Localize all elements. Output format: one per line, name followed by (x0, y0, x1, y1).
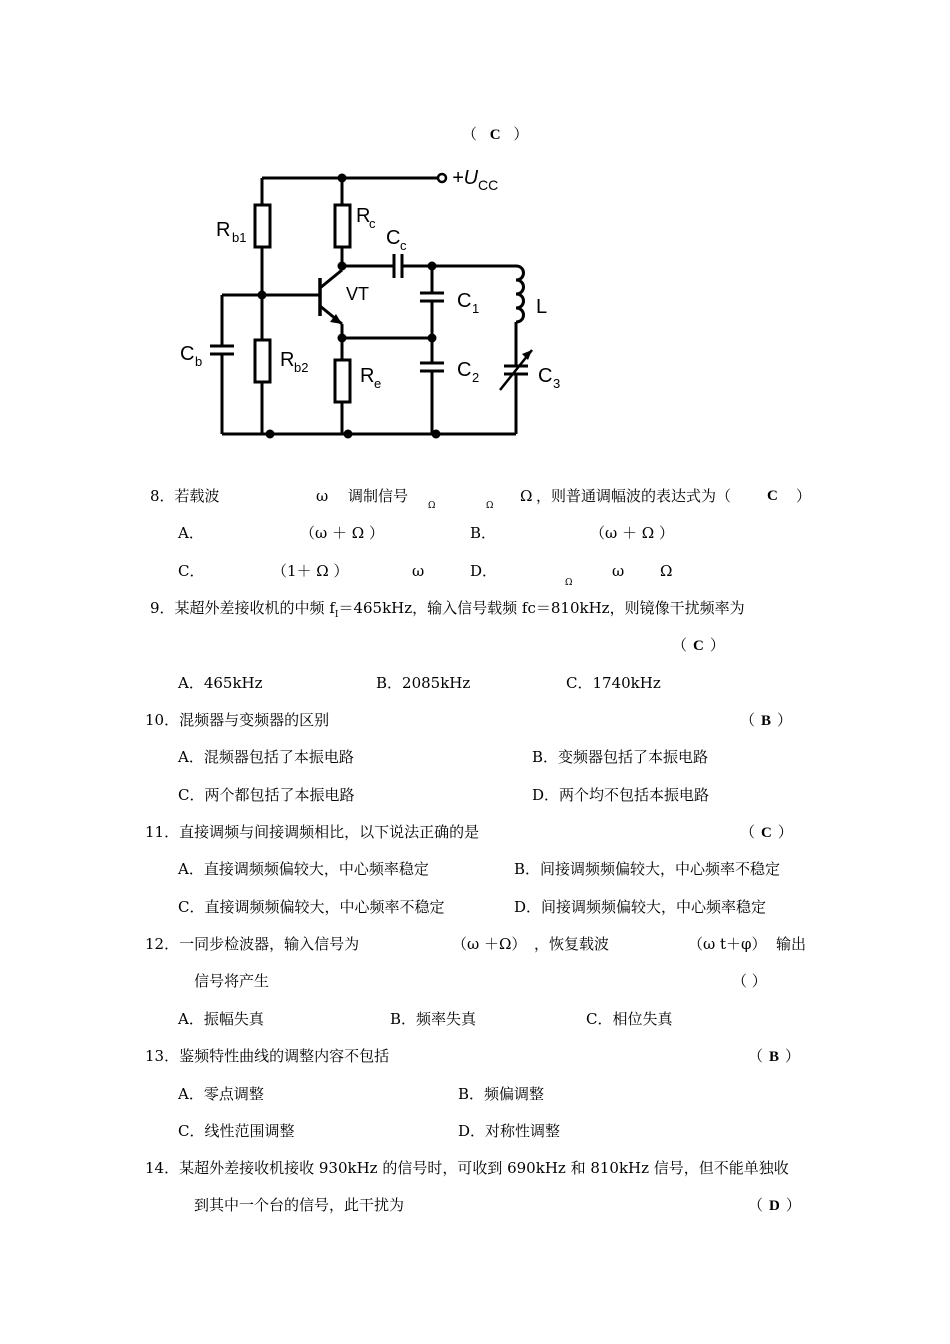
svg-text:b: b (195, 354, 203, 369)
q11-option-c: C．直接调频频偏较大，中心频率不稳定 (178, 898, 445, 916)
svg-text:C: C (457, 359, 472, 381)
svg-text:L: L (536, 296, 548, 318)
q13-option-a: A．零点调整 (178, 1085, 264, 1103)
q8-option-a-expr: （ω ＋ Ω ） (300, 524, 384, 542)
q8-stem: 8．若载波 (150, 487, 220, 505)
q8-option-b: B． (470, 524, 497, 542)
q8-big-omega: Ω (520, 487, 533, 505)
q14-line1: 14．某超外差接收机接收 930kHz 的信号时，可收到 690kHz 和 810kHz 信号，但不能单独收 (145, 1159, 789, 1177)
svg-text:3: 3 (553, 376, 561, 391)
q12-stem2: ，恢复载波 (534, 935, 610, 953)
re-resistor (335, 360, 350, 402)
q8-stem3: ，则普通调幅波的表达式为（ (536, 487, 732, 505)
svg-text:R: R (216, 219, 231, 241)
q9-option-c: C．1740kHz (566, 674, 661, 692)
svg-text:CC: CC (478, 177, 499, 193)
q8-answer: C (767, 488, 778, 504)
q12-expr2: （ω t＋φ） (688, 935, 767, 953)
q8-option-d-Omega: Ω (660, 562, 673, 580)
q12-line2: 信号将产生 (194, 972, 270, 990)
q10-answer: （ B ） (740, 711, 793, 729)
q10-option-d: D．两个均不包括本振电路 (532, 786, 710, 804)
q10-option-c: C．两个都包括了本振电路 (178, 786, 355, 804)
q12-stem3: 输出 (776, 935, 807, 953)
answer-close: ） (513, 125, 529, 143)
q8-stem2: 调制信号 (348, 487, 409, 505)
svg-text:c: c (400, 238, 407, 253)
ucc-label: +U (452, 167, 479, 189)
q8-option-d-small: Ω (565, 578, 573, 588)
q9-option-a: A．465kHz (178, 674, 263, 692)
top-answer (462, 124, 528, 145)
q13-answer: （ B ） (748, 1047, 801, 1065)
q8-close: ） (796, 487, 812, 505)
rb2-resistor (255, 340, 270, 382)
q10-option-a: A．混频器包括了本振电路 (178, 748, 354, 766)
q12-answer: （ ） (732, 972, 767, 990)
q13-option-d: D．对称性调整 (458, 1122, 561, 1140)
rb1-resistor (255, 205, 270, 247)
q11-option-b: B．间接调频频偏较大，中心频率不稳定 (514, 860, 781, 878)
ucc-terminal (438, 174, 446, 182)
q8-omega: ω (316, 487, 329, 505)
q12-option-a: A．振幅失真 (178, 1010, 264, 1028)
rc-resistor (335, 205, 350, 247)
inductor-l (516, 266, 524, 322)
answer-open: （ (462, 125, 478, 143)
svg-text:c: c (369, 216, 376, 231)
svg-text:R: R (280, 349, 295, 371)
q13-stem: 13．鉴频特性曲线的调整内容不包括 (145, 1047, 390, 1065)
svg-text:b2: b2 (294, 360, 309, 375)
q12-option-b: B．频率失真 (390, 1010, 477, 1028)
q11-answer: （ C ） (740, 823, 793, 841)
svg-text:C: C (538, 365, 553, 387)
q12-expr1: （ω ＋Ω） (452, 935, 527, 953)
svg-text:R: R (356, 205, 371, 227)
q8-option-c-omega: ω (412, 562, 425, 580)
svg-text:2: 2 (472, 370, 480, 385)
svg-text:1: 1 (472, 301, 480, 316)
q11-stem: 11．直接调频与间接调频相比，以下说法正确的是 (145, 823, 480, 841)
q8-option-c-expr: （1＋ Ω ） (272, 562, 349, 580)
q10-stem: 10．混频器与变频器的区别 (145, 711, 330, 729)
q8-small1: Ω (428, 501, 436, 511)
svg-text:C: C (386, 227, 401, 249)
q8-option-d: D． (470, 562, 498, 580)
q14-answer: （ D ） (748, 1196, 801, 1214)
q8-option-a: A． (178, 524, 204, 542)
svg-text:C: C (180, 343, 195, 365)
q8-option-c: C． (178, 562, 205, 580)
answer-letter: C (489, 127, 501, 143)
svg-text:e: e (374, 376, 382, 391)
svg-text:R: R (360, 365, 375, 387)
q10-option-b: B．变频器包括了本振电路 (532, 748, 709, 766)
q9-option-b: B．2085kHz (376, 674, 471, 692)
svg-text:VT: VT (346, 284, 370, 304)
svg-text:b1: b1 (232, 230, 247, 245)
q8-option-d-omega: ω (612, 562, 625, 580)
q14-line2: 到其中一个台的信号，此干扰为 (194, 1196, 405, 1214)
q9-answer: （ C ） (672, 636, 725, 654)
q8-option-b-expr: （ω ＋ Ω ） (590, 524, 674, 542)
q13-option-c: C．线性范围调整 (178, 1122, 295, 1140)
q12-option-c: C．相位失真 (586, 1010, 673, 1028)
svg-text:C: C (457, 290, 472, 312)
q8-small2: Ω (486, 501, 494, 511)
q11-option-d: D．间接调频频偏较大，中心频率稳定 (514, 898, 767, 916)
q12-stem: 12．一同步检波器，输入信号为 (145, 935, 360, 953)
q11-option-a: A．直接调频频偏较大，中心频率稳定 (178, 860, 429, 878)
q9-stem: 9．某超外差接收机的中频 $f_I=465kHz$，输入信号载频 fc＝810kHz，则镜像干扰频率为 (150, 599, 745, 620)
q13-option-b: B．频偏调整 (458, 1085, 545, 1103)
oscillator-circuit-diagram (170, 160, 590, 450)
